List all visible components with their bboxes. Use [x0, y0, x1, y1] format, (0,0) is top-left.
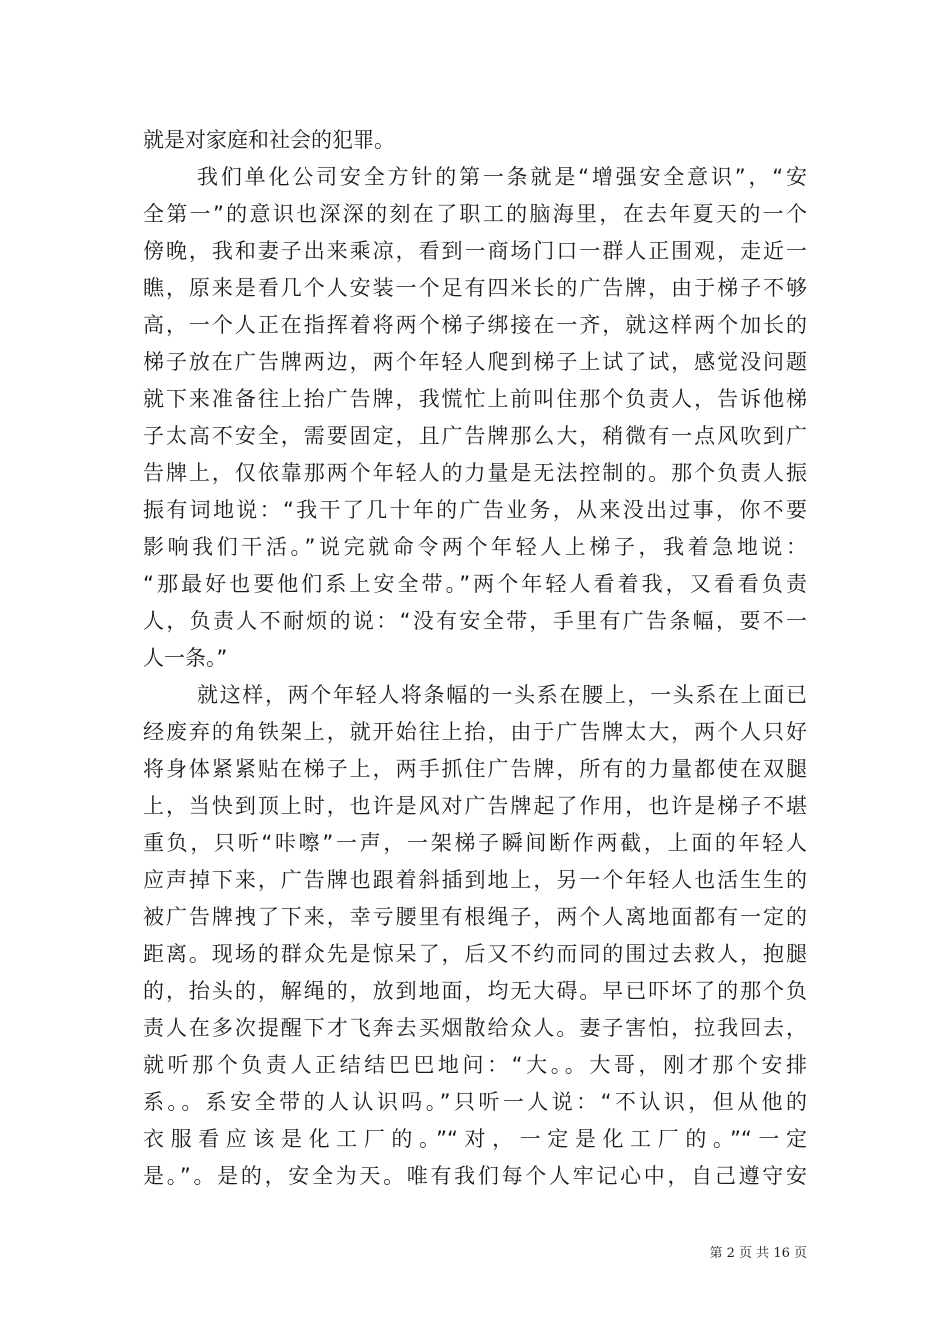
text-line: 系。。系安全带的人认识吗。”只听一人说：“不认识，但从他的	[143, 1090, 807, 1114]
text-line: 被广告牌拽了下来，幸亏腰里有根绳子，两个人离地面都有一定的	[143, 905, 807, 929]
text-line: 衣服看应该是化工厂的。”“对，一定是化工厂的。”“一定	[143, 1127, 807, 1151]
text-line: 经废弃的角铁架上，就开始往上抬，由于广告牌太大，两个人只好	[143, 720, 807, 744]
text-line: 梯子放在广告牌两边，两个年轻人爬到梯子上试了试，感觉没问题	[143, 350, 807, 374]
text-line: 就是对家庭和社会的犯罪。	[143, 128, 395, 152]
text-line: 全第一”的意识也深深的刻在了职工的脑海里，在去年夏天的一个	[143, 202, 807, 226]
text-line: 人，负责人不耐烦的说：“没有安全带，手里有广告条幅，要不一	[143, 609, 807, 633]
text-line: 瞧，原来是看几个人安装一个足有四米长的广告牌，由于梯子不够	[143, 276, 807, 300]
text-line: 就这样，两个年轻人将条幅的一头系在腰上，一头系在上面已	[197, 683, 807, 707]
page-number: 第 2 页 共 16 页	[709, 1246, 807, 1261]
text-line: 责人在多次提醒下才飞奔去买烟散给众人。妻子害怕，拉我回去，	[143, 1016, 807, 1040]
text-line: 就听那个负责人正结结巴巴地问：“大。。大哥，刚才那个安排	[143, 1053, 807, 1077]
text-line: 影响我们干活。”说完就命令两个年轻人上梯子，我着急地说：	[143, 535, 807, 559]
text-line: 上，当快到顶上时，也许是风对广告牌起了作用，也许是梯子不堪	[143, 794, 807, 818]
text-line: 高，一个人正在指挥着将两个梯子绑接在一齐，就这样两个加长的	[143, 313, 807, 337]
text-line: 人一条。”	[143, 646, 228, 670]
text-line: 子太高不安全，需要固定，且广告牌那么大，稍微有一点风吹到广	[143, 424, 807, 448]
text-line: 应声掉下来，广告牌也跟着斜插到地上，另一个年轻人也活生生的	[143, 868, 807, 892]
text-line: 傍晚，我和妻子出来乘凉，看到一商场门口一群人正围观，走近一	[143, 239, 807, 263]
text-line: 告牌上，仅依靠那两个年轻人的力量是无法控制的。那个负责人振	[143, 461, 807, 485]
text-line: 我们单化公司安全方针的第一条就是“增强安全意识”，“安	[197, 165, 807, 189]
text-line: 的，抬头的，解绳的，放到地面，均无大碍。早已吓坏了的那个负	[143, 979, 807, 1003]
text-line: 就下来准备往上抬广告牌，我慌忙上前叫住那个负责人，告诉他梯	[143, 387, 807, 411]
text-line: 将身体紧紧贴在梯子上，两手抓住广告牌，所有的力量都使在双腿	[143, 757, 807, 781]
text-line: “那最好也要他们系上安全带。”两个年轻人看着我，又看看负责	[143, 572, 807, 596]
text-line: 振有词地说：“我干了几十年的广告业务，从来没出过事，你不要	[143, 498, 807, 522]
text-line: 重负，只听“咔嚓”一声，一架梯子瞬间断作两截，上面的年轻人	[143, 831, 807, 855]
text-line: 是。”。是的，安全为天。唯有我们每个人牢记心中，自己遵守安	[143, 1164, 807, 1188]
text-line: 距离。现场的群众先是惊呆了，后又不约而同的围过去救人，抱腿	[143, 942, 807, 966]
